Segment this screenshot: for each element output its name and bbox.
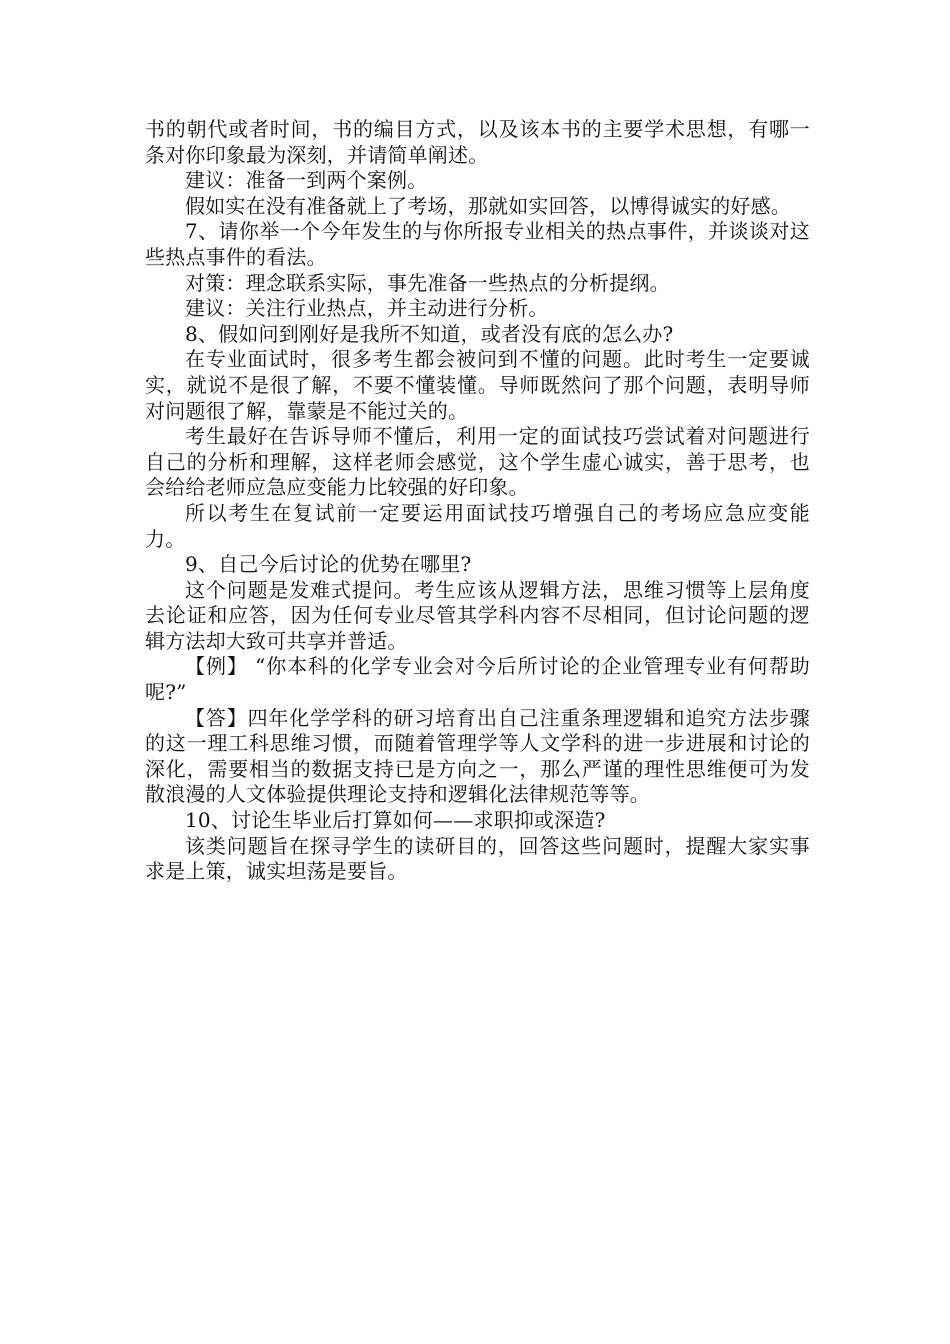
paragraph-strategy-hotspots: 对策：理念联系实际，事先准备一些热点的分析提纲。 (185, 270, 670, 295)
question-8: 8、假如问到刚好是我所不知道，或者没有底的怎么办? (185, 321, 674, 346)
paragraph-be-honest: 在专业面试时，很多考生都会被问到不懂的问题。此时考生一定要诚实，就说不是很了解，不要不懂装懂。导师既然问了那个问题，表明导师对问题很了解，靠蒙是不能过关的。 (145, 347, 810, 423)
question-7: 7、请你举一个今年发生的与你所报专业相关的热点事件，并谈谈对这些热点事件的看法。 (145, 219, 810, 269)
paragraph-interview-skills: 所以考生在复试前一定要运用面试技巧增强自己的考场应急应变能力。 (145, 500, 810, 551)
paragraph-advice-industry: 建议：关注行业热点，并主动进行分析。 (185, 296, 549, 321)
paragraph-advice-cases: 建议：准备一到两个案例。 (185, 168, 428, 193)
paragraph-example-answer: 【答】四年化学学科的研习培育出自己注重条理逻辑和追究方法步骤的这一理工科思维习惯，而随着管理学等人文学科的进一步进展和讨论的深化，需要相当的数据支持已是方向之一，那么严谨的理性思维便可为发散浪漫的人文体验提供理论支持和逻辑化法律规范等等。 (145, 705, 810, 807)
paragraph-honest-answer: 假如实在没有准备就上了考场，那就如实回答，以博得诚实的好感。 (185, 193, 791, 218)
paragraph-book-question: 书的朝代或者时间，书的编目方式，以及该本书的主要学术思想，有哪一条对你印象最为深刻，并请简单阐述。 (145, 117, 810, 167)
paragraph-logic-method: 这个问题是发难式提问。考生应该从逻辑方法，思维习惯等上层角度去论证和应答，因为任何专业尽管其学科内容不尽相同，但讨论问题的逻辑方法却大致可共享并普适。 (145, 577, 810, 653)
question-10: 10、讨论生毕业后打算如何——求职抑或深造? (185, 808, 606, 833)
paragraph-example: 【例】 “你本科的化学专业会对今后所讨论的企业管理专业有何帮助呢?” (145, 654, 810, 705)
paragraph-purpose: 该类问题旨在探寻学生的读研目的，回答这些问题时，提醒大家实事求是上策，诚实坦荡是要旨。 (145, 833, 810, 884)
question-9: 9、自己今后讨论的优势在哪里? (185, 552, 472, 577)
paragraph-analyze-after: 考生最好在告诉导师不懂后，利用一定的面试技巧尝试着对问题进行自己的分析和理解，这样老师会感觉，这个学生虚心诚实，善于思考，也会给给老师应急应变能力比较强的好印象。 (145, 424, 810, 500)
document-body (145, 117, 810, 885)
